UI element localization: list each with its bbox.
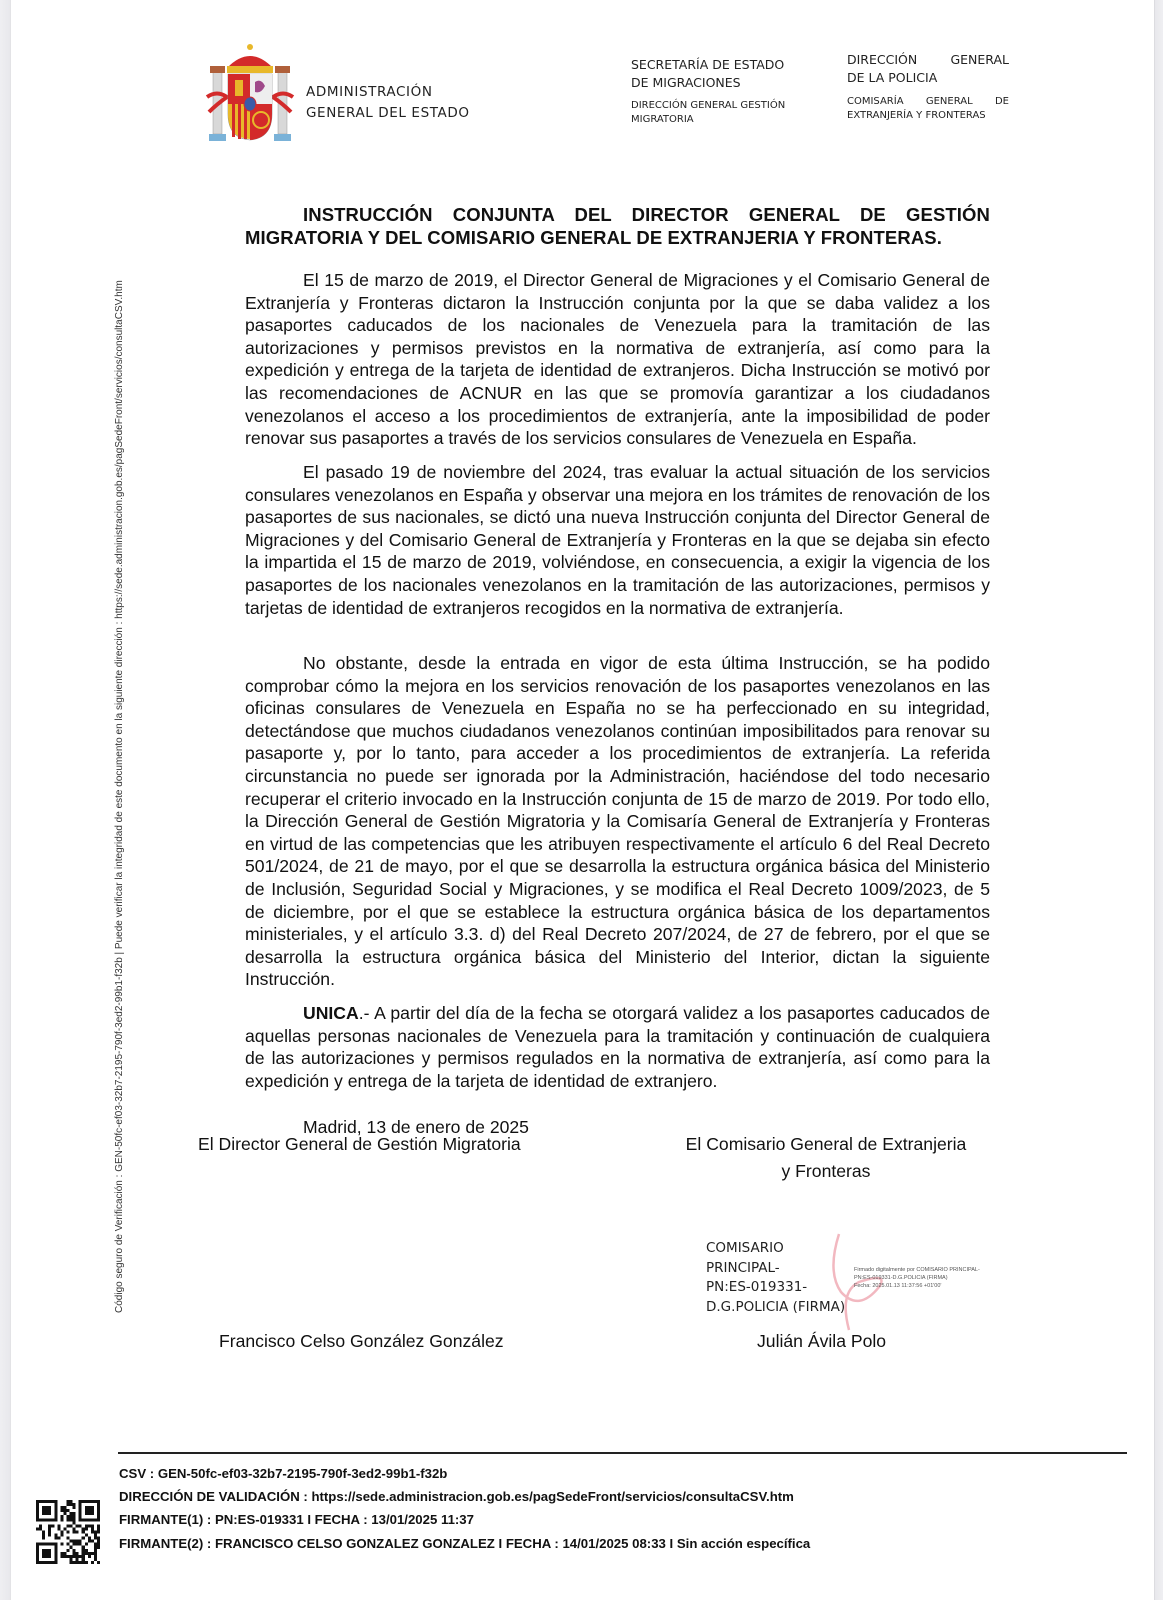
signer-right-role: El Comisario General de Extranjeria y Fronteras: [685, 1134, 967, 1181]
footer-csv: CSV : GEN-50fc-ef03-32b7-2195-790f-3ed2-99b1-f32b: [119, 1466, 448, 1481]
document-title: INSTRUCCIÓN CONJUNTA DEL DIRECTOR GENERAL DE GESTIÓN MIGRATORIA Y DEL COMISARIO GENERAL DE EXTRANJERIA Y FRONTERAS.: [245, 204, 990, 248]
signer-left-role: El Director General de Gestión Migratoria: [198, 1134, 521, 1154]
org-administracion-general: ADMINISTRACIÓN GENERAL DEL ESTADO: [306, 84, 470, 121]
digital-signature-note: Firmado digitalmente por COMISARIO PRINCIPAL- PN:ES-019331-D.G.POLICIA (FIRMA) Fecha: 2025.01.13 11:37:56 +01'00': [854, 1267, 980, 1289]
org-comisaria-extranjeria: COMISARÍA GENERAL DE EXTRANJERÍA Y FRONTERAS: [847, 96, 1009, 121]
org-secretaria-estado-migraciones: SECRETARÍA DE ESTADO DE MIGRACIONES DIRECCIÓN GENERAL GESTIÓN MIGRATORIA: [631, 57, 786, 125]
footer-validation-url[interactable]: DIRECCIÓN DE VALIDACIÓN : https://sede.administracion.gob.es/pagSedeFront/servicios/consultaCSV.htm: [119, 1489, 794, 1505]
viewer-left-edge: [0, 0, 10, 1600]
verification-side-note: Código seguro de Verificación : GEN-50fc-ef03-32b7-2195-790f-3ed2-99b1-f32b | Puede verificar la integridad de este documento en la siguiente dirección : https://sede.administracion.gob.es/pagSedeFront/servicios/consultaCSV.htm: [114, 280, 125, 1313]
footer-verification: [119, 1462, 810, 1555]
footer-divider: [118, 1452, 1127, 1454]
footer-signer-1: FIRMANTE(1) : PN:ES-019331 I FECHA : 13/01/2025 11:37: [119, 1512, 474, 1528]
unica-text: .- A partir del día de la fecha se otorgará validez a los pasaportes caducados de aquellas personas nacionales de Venezuela para la tramitación y continuación de cualquiera de las autorizaciones y permisos regulados en la normativa de extranjería, así como para la expedición y entrega de la tarjeta de identidad de extranjero.: [245, 1003, 990, 1091]
paragraph-3: No obstante, desde la entrada en vigor de esta última Instrucción, se ha podido comprobar cómo la mejora en los servicios renovación de los pasaportes venezolanos en las oficinas consulares de Venezuela en España no se ha perfeccionado en su integridad, detectándose que muchos ciudadanos venezolanos continúan imposibilitados para renovar su pasaporte y, por lo tanto, para acceder a los procedimientos de extranjería. La referida circunstancia no puede ser ignorada por la Administración, haciéndose del todo necesario recuperar el criterio invocado en la Instrucción conjunta de 15 de marzo de 2019. Por todo ello, la Dirección General de Gestión Migratoria y la Comisaría General de Extranjería y Fronteras en virtud de las competencias que les atribuyen respectivamente el artículo 6 del Real Decreto 501/2024, de 21 de mayo, por el que se desarrolla la estructura orgánica básica del Ministerio de Inclusión, Seguridad Social y Migraciones, y se modifica el Real Decreto 1009/2023, de 5 de diciembre, por el que se establece la estructura orgánica básica de los departamentos ministeriales, y el artículo 3.3. d) del Real Decreto 207/2024, de 27 de febrero, por el que se desarrolla la estructura orgánica básica del Ministerio del Interior, dictan la siguiente Instrucción.: [245, 653, 990, 990]
signer-left-name: Francisco Celso González González: [219, 1331, 504, 1351]
org-direccion-general-policia: DIRECCIÓN GENERAL DE LA POLICIA COMISARÍA GENERAL DE EXTRANJERÍA Y FRONTERAS: [847, 52, 1009, 121]
unica-label: UNICA: [303, 1003, 359, 1023]
qr-code-icon: [36, 1500, 100, 1564]
paragraph-unica: [245, 1002, 990, 1092]
paragraph-1: El 15 de marzo de 2019, el Director General de Migraciones y el Comisario General de Extranjería y Fronteras dictaron la Instrucción conjunta por la que se daba validez a los pasaportes caducados de los nacionales de Venezuela para la tramitación de las autorizaciones y permisos previstos en la normativa de extranjería, así como para la expedición y entrega de la tarjeta de identidad de extranjeros. Dicha Instrucción se motivó por las recomendaciones de ACNUR en las que se promovía garantizar a los ciudadanos venezolanos el acceso a los procedimientos de extranjería, ante la imposibilidad de poder renovar sus pasaportes a través de los servicios consulares de Venezuela en España.: [245, 270, 990, 449]
document-page: [10, 0, 1155, 1600]
footer-signer-2: FIRMANTE(2) : FRANCISCO CELSO GONZALEZ GONZALEZ I FECHA : 14/01/2025 08:33 I Sin acción específica: [119, 1535, 811, 1551]
signer-right-name: Julián Ávila Polo: [757, 1331, 887, 1351]
paragraph-2: El pasado 19 de noviembre del 2024, tras evaluar la actual situación de los servicios consulares venezolanos en España y observar una mejora en los trámites de renovación de los pasaportes de sus nacionales, se dictó una nueva Instrucción conjunta del Director General de Migraciones y del Comisario General de Extranjería y Fronteras en la que se dejaba sin efecto la impartida el 15 de marzo de 2019, volviéndose, en consecuencia, a exigir la vigencia de los pasaportes de los nacionales venezolanos en la tramitación de las autorizaciones, permisos y tarjetas de identidad de extranjeros recogidos en la normativa de extranjería.: [245, 462, 990, 618]
org-direccion-gestion-migratoria: DIRECCIÓN GENERAL GESTIÓN MIGRATORIA: [631, 100, 786, 125]
signature-stamp: COMISARIO PRINCIPAL- PN:ES-019331- D.G.POLICIA (FIRMA): [706, 1240, 846, 1315]
place-date: Madrid, 13 de enero de 2025: [303, 1117, 529, 1137]
spain-coat-of-arms-icon: [205, 42, 295, 144]
